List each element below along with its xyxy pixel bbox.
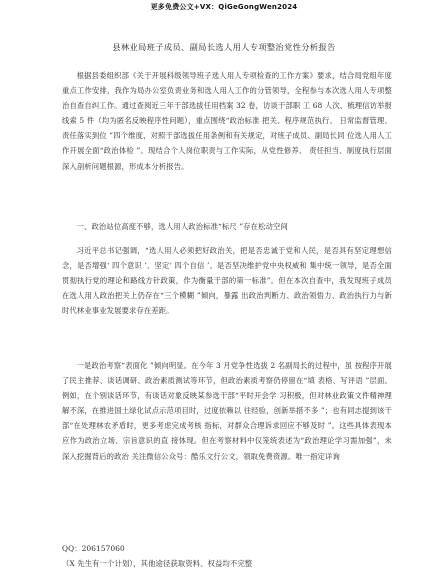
tail-note: （X 先生有一个计划），其他途径获取资料、权益均不完整: [62, 559, 253, 568]
document-title: 县林业局班子成员、副局长选人用人专项整治党性分析报告: [112, 42, 336, 52]
contact-line: QQ：206157060: [62, 544, 125, 553]
paragraph-text: 根据县委组织部《关于开展科级领导班子选人用人专项检查的工作方案》要求，结合局党组年度重点工作安排，我作为局办公室负责业务和选人用人工作的分管领导，全程参与本次选人用人专项整治自查自纠工作。通过查阅近三年干部选拔任用档案 32 卷，访谈干部职 工 68 人次、梳理信访举报线索 5 件（均为匿名反映程序性问题），重点围绕“政治标准 把关、程序规范执行、 日常监督管理、责任落实到位 ”四个维度，对照干部选拔任用条例和有关规定，对班子成员、副局长同 位选人用人工作开展全面“政治体检 ”。现结合个人岗位职责与工作实际，从党性修养、 责任担当、制度执行层面深入剖析问题根源，形成本分析报告。: [62, 71, 392, 171]
paragraph-intro: [62, 68, 392, 174]
section-heading: [62, 219, 392, 234]
section-heading-text: 一、政治站位高度不够，选人用人政治标准“标尺 ”存在松动空间: [76, 222, 288, 231]
paragraph-quote: [62, 243, 392, 318]
paragraph-point-one: [62, 358, 392, 464]
paragraph-text: 一是政治考察“表面化 ”倾向明显。在今年 3 月党争性选拔 2 名副局长的过程中，虽 按程序开展了民主推荐、谈话调研、政治素质测试等环节，但政治素质考察仍停留在“填 表格、写评语 ”层面。例如，在个别谈话环节，有谈话对象反映某参选干部“平时开会学 习积极，但对林业政策文件精神理解不深，在推进国土绿化试点示范项目时，过度依赖以 往经验，创新举措不多 ”；也有同志提到该干部“在处理林农矛盾时，更多考虑完成考核 指标，对群众合理诉求回应不够及时 ”。这些具体表现本应作为政治立场、宗旨意识的直 接体现。但在考察材料中仅笼统表述为“政治理论学习需加强”，未深入挖掘背后的政治 关注微信公众号：酷乐文行公文，领取免费资源。唯一指定详询: [62, 361, 392, 461]
header-note: 更多免费公文+VX：QiGeGongWen2024: [150, 3, 298, 11]
paragraph-text: 习近平总书记强调，“选人用人必须把好政治关，把是否忠诚于党和人民，是否具有坚定理想信念，是否增强‘ 四个意识 ’、坚定‘ 四个自信 ’、是否坚决维护党中央权威和 集中统一领导，是否全面贯彻执行党的理论和路线方针政策，作为衡量干部的第一标准”。但在本次自查中，我发现班子成员在选人用人政治把关上仍存在“三个模糊 ”倾向，暴露 出政治判断力、政治领悟力、政治执行力与新时代林业事业发展要求存在差距。: [62, 246, 392, 316]
